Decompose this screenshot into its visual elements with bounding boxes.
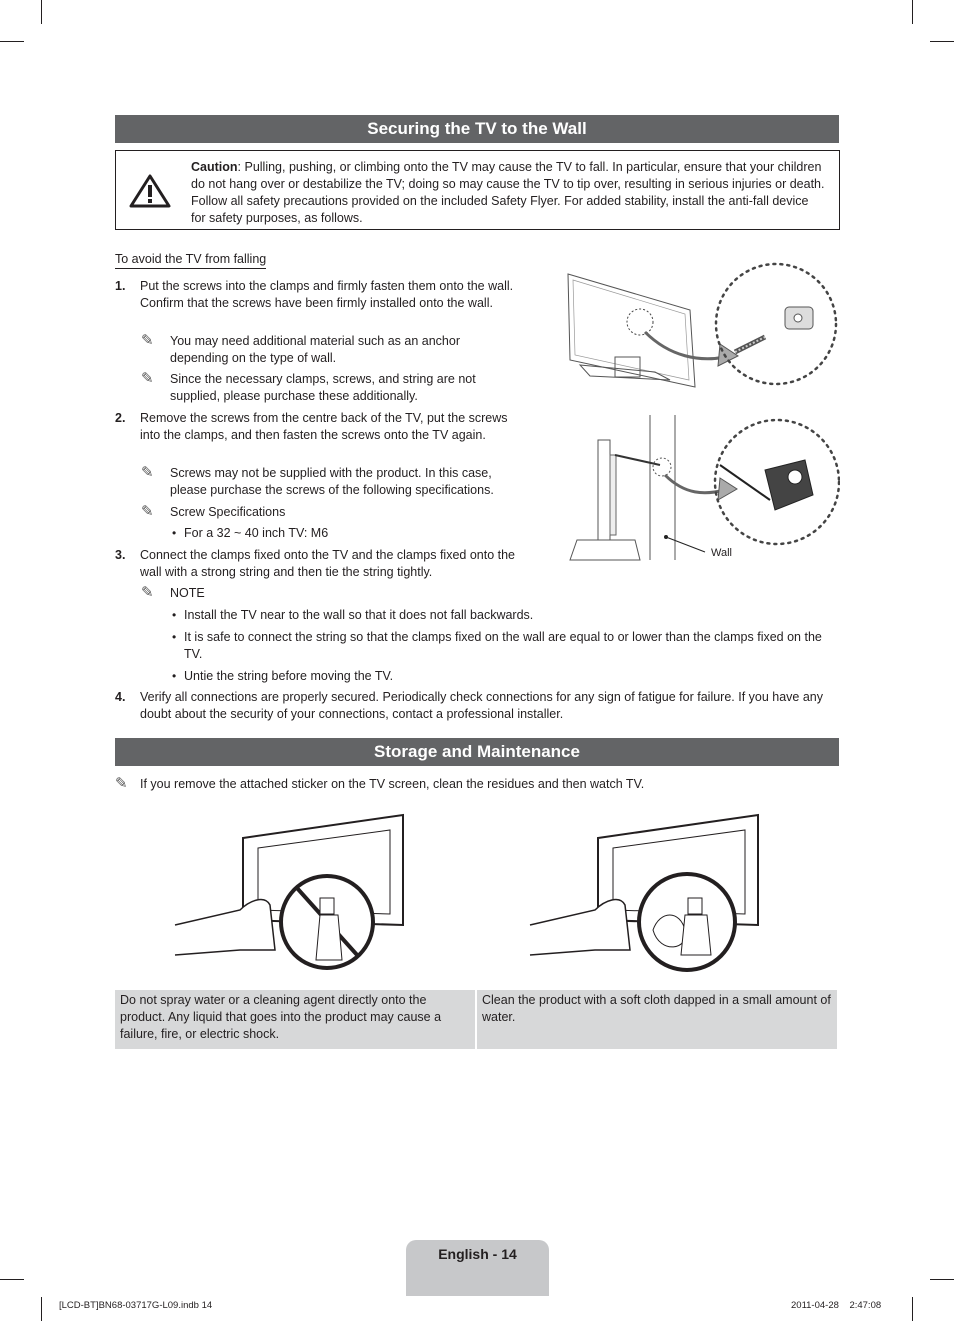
note-text: Screws may not be supplied with the product. In this case, please purchase the screws of the following specifications. xyxy=(170,466,494,497)
step-number: 2. xyxy=(115,411,126,425)
storage-note: If you remove the attached sticker on the TV screen, clean the residues and then watch TV. xyxy=(140,777,645,791)
caution-box xyxy=(115,150,840,230)
pencil-icon: ✎ xyxy=(141,332,154,349)
crop-mark xyxy=(912,1297,913,1321)
caption-no-spray: Do not spray water or a cleaning agent directly onto the product. Any liquid that goes into the product may cause a failure, fire, or electric shock. xyxy=(115,990,475,1049)
bullet-text: For a 32 ~ 40 inch TV: M6 xyxy=(184,526,329,540)
crop-mark xyxy=(912,0,913,24)
soft-cloth-illustration xyxy=(525,810,765,980)
step-text: Remove the screws from the centre back of the TV, put the screws into the clamps, and then fasten the screws onto the TV again. xyxy=(140,411,508,442)
note-text: You may need additional material such as an anchor depending on the type of wall. xyxy=(170,334,461,365)
pencil-icon: ✎ xyxy=(141,584,154,601)
caution-label: Caution xyxy=(191,160,238,174)
crop-mark xyxy=(930,1279,954,1280)
pencil-icon: ✎ xyxy=(141,503,154,520)
bullet-text: It is safe to connect the string so that the clamps fixed on the wall are equal to or lower than the clamps fixed on the TV. xyxy=(184,630,822,661)
note-label: NOTE xyxy=(170,586,205,600)
tv-back-clamp-illustration xyxy=(560,262,840,392)
crop-mark xyxy=(41,0,42,24)
pencil-icon: ✎ xyxy=(141,464,154,481)
bullet-dot: • xyxy=(172,608,177,622)
pencil-icon: ✎ xyxy=(115,775,128,792)
tv-side-wall-illustration xyxy=(565,415,840,563)
caution-text xyxy=(191,159,826,227)
note-text: Screw Specifications xyxy=(170,505,286,519)
slug-timestamp: 2011-04-28 2:47:08 xyxy=(791,1300,882,1311)
bullet-dot: • xyxy=(172,630,177,644)
no-spray-illustration xyxy=(170,810,410,980)
section-title-securing: Securing the TV to the Wall xyxy=(115,115,839,143)
bullet-text: Install the TV near to the wall so that it does not fall backwards. xyxy=(184,608,534,622)
caution-body: : Pulling, pushing, or climbing onto the TV may cause the TV to fall. In particular, ensure that your children do not hang over or destabilize the TV; doing so may cause the TV to tip over, resulting in serious injuries or death. Follow all safety precautions provided on the included Safety Flyer. For added stability, install the anti-fall device for safety purposes, as follows. xyxy=(191,160,825,225)
slug-filename: [LCD-BT]BN68-03717G-L09.indb 14 xyxy=(59,1300,213,1311)
crop-mark xyxy=(930,41,954,42)
bullet-dot: • xyxy=(172,669,177,683)
note-text: Since the necessary clamps, screws, and string are not supplied, please purchase these additionally. xyxy=(170,372,476,403)
crop-mark xyxy=(41,1297,42,1321)
warning-triangle-icon xyxy=(128,173,172,214)
bullet-dot: • xyxy=(172,526,177,540)
page-number: English - 14 xyxy=(438,1246,517,1262)
subheading-avoid-falling: To avoid the TV from falling xyxy=(115,252,266,269)
step-text: Put the screws into the clamps and firmly fasten them onto the wall. Confirm that the screws have been firmly installed onto the wall. xyxy=(140,279,514,310)
step-number: 1. xyxy=(115,279,126,293)
caption-soft-cloth: Clean the product with a soft cloth dapped in a small amount of water. xyxy=(477,990,837,1049)
step-text: Verify all connections are properly secured. Periodically check connections for any sign of fatigue for failure. If you have any doubt about the security of your connections, contact a professional installer. xyxy=(140,690,824,721)
bullet-text: Untie the string before moving the TV. xyxy=(184,669,394,683)
step-number: 4. xyxy=(115,690,126,704)
section-title-storage: Storage and Maintenance xyxy=(115,738,839,766)
step-text: Connect the clamps fixed onto the TV and the clamps fixed onto the wall with a strong string and then tie the string tightly. xyxy=(140,548,515,579)
crop-mark xyxy=(0,41,24,42)
wall-label: Wall xyxy=(711,547,732,559)
pencil-icon: ✎ xyxy=(141,370,154,387)
step-number: 3. xyxy=(115,548,126,562)
crop-mark xyxy=(0,1279,24,1280)
